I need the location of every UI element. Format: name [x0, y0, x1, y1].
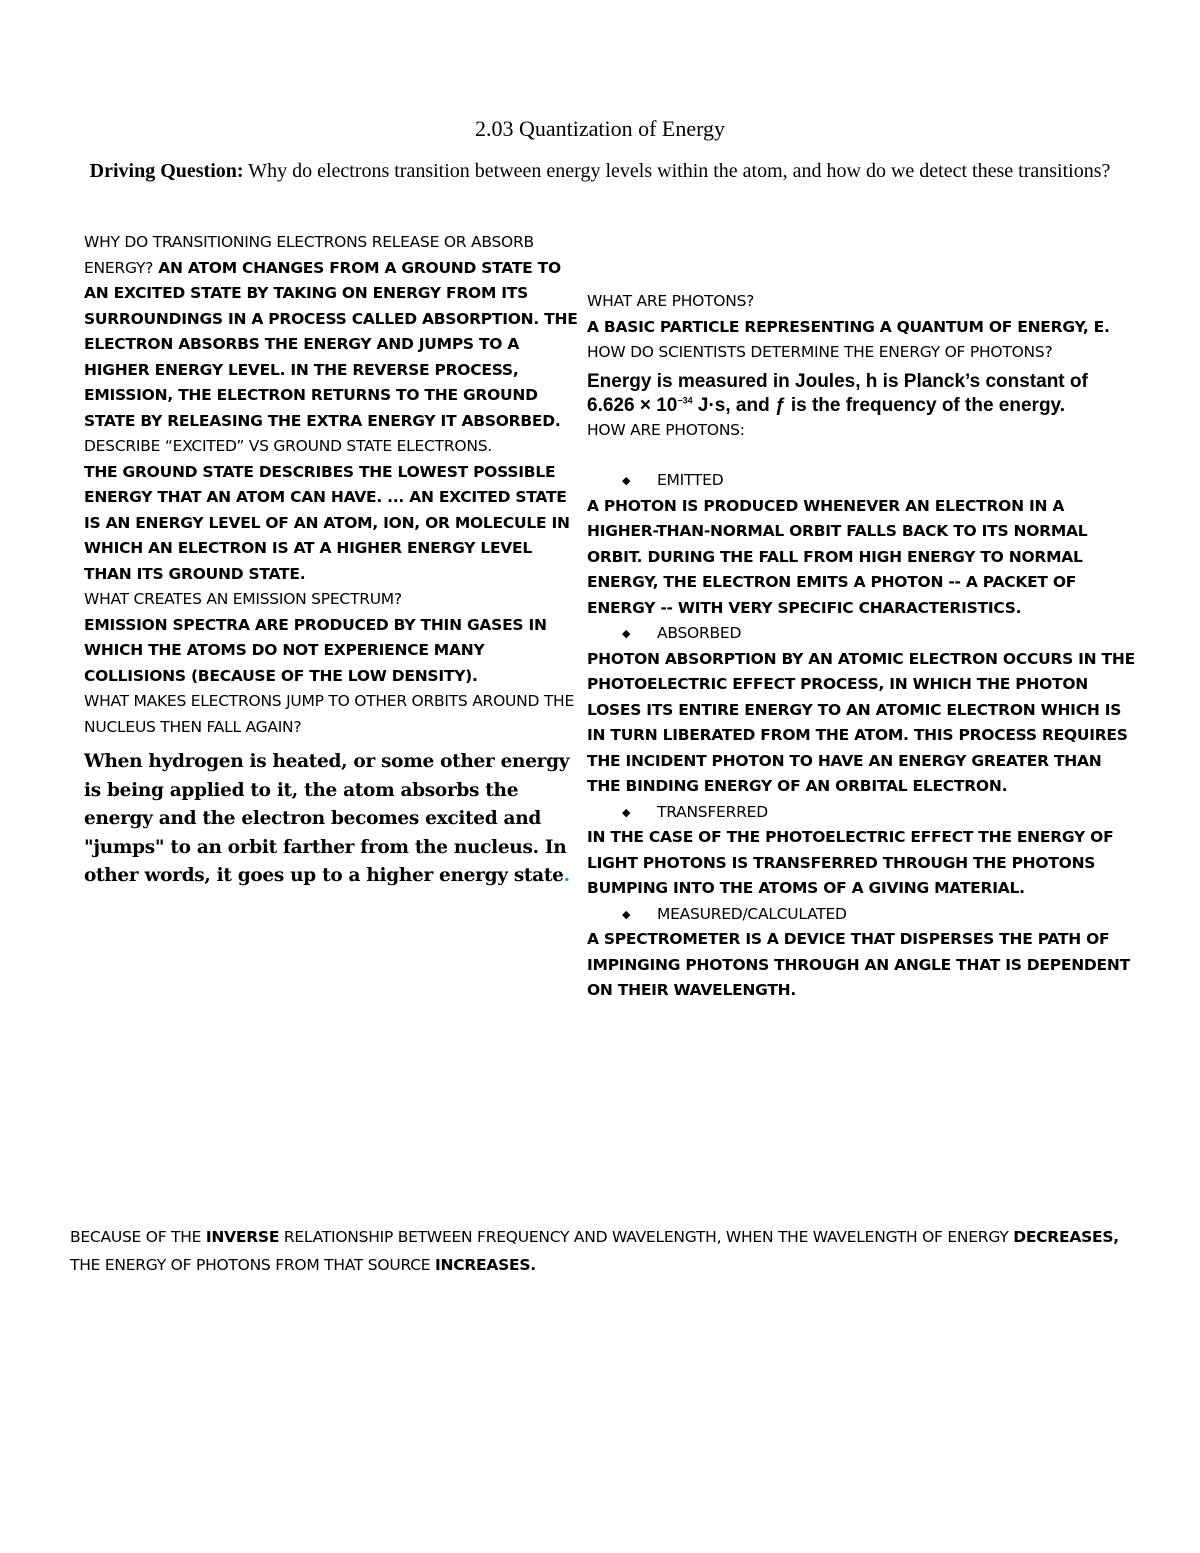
answer-text: THE GROUND STATE DESCRIBES THE LOWEST POSSIBLE ENERGY THAT AN ATOM CAN HAVE. ... AN EXCITED STATE IS AN ENERGY LEVEL OF AN ATOM, ION, OR MOLECULE IN WHICH AN ELECTRON IS AT A HIGHER ENERGY LEVEL THAN ITS GROUND STATE.: [84, 462, 570, 583]
bullet-label: TRANSFERRED: [657, 802, 768, 821]
question-text: DESCRIBE “EXCITED” VS GROUND STATE ELECTRONS.: [84, 437, 492, 455]
bullet-item: [587, 800, 1137, 826]
answer-text-serif: [84, 748, 584, 891]
question-text: WHAT CREATES AN EMISSION SPECTRUM?: [84, 590, 402, 608]
diamond-bullet-icon: ◆: [622, 805, 631, 819]
planck-exponent: −34: [677, 395, 693, 406]
note-emphasis: DECREASES,: [1013, 1228, 1119, 1246]
bullet-item: [587, 621, 1137, 647]
question-text: WHAT MAKES ELECTRONS JUMP TO OTHER ORBITS AROUND THE NUCLEUS THEN FALL AGAIN?: [84, 692, 574, 736]
driving-question-text: Why do electrons transition between energy levels within the atom, and how do we detect these transitions?: [243, 160, 1111, 182]
note-emphasis: INVERSE: [205, 1228, 280, 1246]
bullet-text: A SPECTROMETER IS A DEVICE THAT DISPERSES THE PATH OF IMPINGING PHOTONS THROUGH AN ANGLE THAT IS DEPENDENT ON THEIR WAVELENGTH.: [587, 930, 1130, 999]
answer-text: EMISSION SPECTRA ARE PRODUCED BY THIN GASES IN WHICH THE ATOMS DO NOT EXPERIENCE MANY COLLISIONS (BECAUSE OF THE LOW DENSITY).: [84, 615, 547, 685]
planck-answer-part1: Energy is measured in Joules, h is Planck’s constant of 6.626 × 10: [587, 370, 1088, 416]
bullet-item: [587, 468, 1137, 494]
spacer: [587, 443, 1137, 468]
question-text: WHY DO TRANSITIONING ELECTRONS RELEASE OR ABSORB ENERGY?: [84, 233, 534, 277]
bullet-label: MEASURED/CALCULATED: [657, 904, 847, 923]
right-column: [587, 289, 1137, 1004]
question-text: HOW DO SCIENTISTS DETERMINE THE ENERGY OF PHOTONS?: [587, 343, 1053, 361]
bottom-note: [70, 1223, 1130, 1279]
note-emphasis: INCREASES.: [434, 1256, 536, 1274]
planck-answer: [587, 370, 1137, 418]
bullet-text: A PHOTON IS PRODUCED WHENEVER AN ELECTRON IN A HIGHER-THAN-NORMAL ORBIT FALLS BACK TO ITS NORMAL ORBIT. DURING THE FALL FROM HIGH ENERGY TO NORMAL ENERGY, THE ELECTRON EMITS A PHOTON -- A PACKET OF ENERGY -- WITH VERY SPECIFIC CHARACTERISTICS.: [587, 496, 1088, 617]
diamond-bullet-icon: ◆: [622, 474, 631, 487]
driving-question: [70, 157, 1130, 186]
bullet-label: EMITTED: [657, 471, 724, 489]
driving-question-label: Driving Question:: [89, 160, 244, 182]
question-text: WHAT ARE PHOTONS?: [587, 292, 755, 310]
bullet-text: PHOTON ABSORPTION BY AN ATOMIC ELECTRON OCCURS IN THE PHOTOELECTRIC EFFECT PROCESS, IN WHICH THE PHOTON LOSES ITS ENTIRE ENERGY TO AN ATOMIC ELECTRON WHICH IS IN TURN LIBERATED FROM THE ATOM. THIS PROCESS REQUIRES THE INCIDENT PHOTON TO HAVE AN ENERGY GREATER THAN THE BINDING ENERGY OF AN ORBITAL ELECTRON.: [587, 649, 1135, 795]
answer-period: .: [563, 865, 570, 886]
note-text: THE ENERGY OF PHOTONS FROM THAT SOURCE: [70, 1256, 435, 1274]
left-qa-1: [84, 230, 584, 434]
diamond-bullet-icon: ◆: [622, 907, 631, 921]
question-text: HOW ARE PHOTONS:: [587, 420, 745, 439]
left-column: [84, 230, 584, 891]
planck-answer-part2: J·s, and ƒ is the frequency of the energy.: [692, 394, 1065, 416]
bullet-item: [587, 902, 1137, 928]
bullet-label: ABSORBED: [657, 624, 742, 642]
answer-body: When hydrogen is heated, or some other energy is being applied to it, the atom absorbs the energy and the electron becomes excited and "jumps" to an orbit farther from the nucleus. In other words, it goes up to a higher energy state: [84, 751, 570, 886]
answer-text: AN ATOM CHANGES FROM A GROUND STATE TO AN EXCITED STATE BY TAKING ON ENERGY FROM ITS SURROUNDINGS IN A PROCESS CALLED ABSORPTION. THE ELECTRON ABSORBS THE ENERGY AND JUMPS TO A HIGHER ENERGY LEVEL. IN THE REVERSE PROCESS, EMISSION, THE ELECTRON RETURNS TO THE GROUND STATE BY RELEASING THE EXTRA ENERGY IT ABSORBED.: [84, 258, 578, 430]
bullet-text: IN THE CASE OF THE PHOTOELECTRIC EFFECT THE ENERGY OF LIGHT PHOTONS IS TRANSFERRED THROUGH THE PHOTONS BUMPING INTO THE ATOMS OF A GIVING MATERIAL.: [587, 828, 1114, 897]
answer-text: A BASIC PARTICLE REPRESENTING A QUANTUM OF ENERGY, E.: [587, 317, 1110, 336]
note-text: RELATIONSHIP BETWEEN FREQUENCY AND WAVELENGTH, WHEN THE WAVELENGTH OF ENERGY: [279, 1228, 1014, 1246]
note-text: BECAUSE OF THE: [70, 1228, 206, 1246]
page-title: 2.03 Quantization of Energy: [474, 116, 726, 141]
diamond-bullet-icon: ◆: [622, 627, 631, 640]
